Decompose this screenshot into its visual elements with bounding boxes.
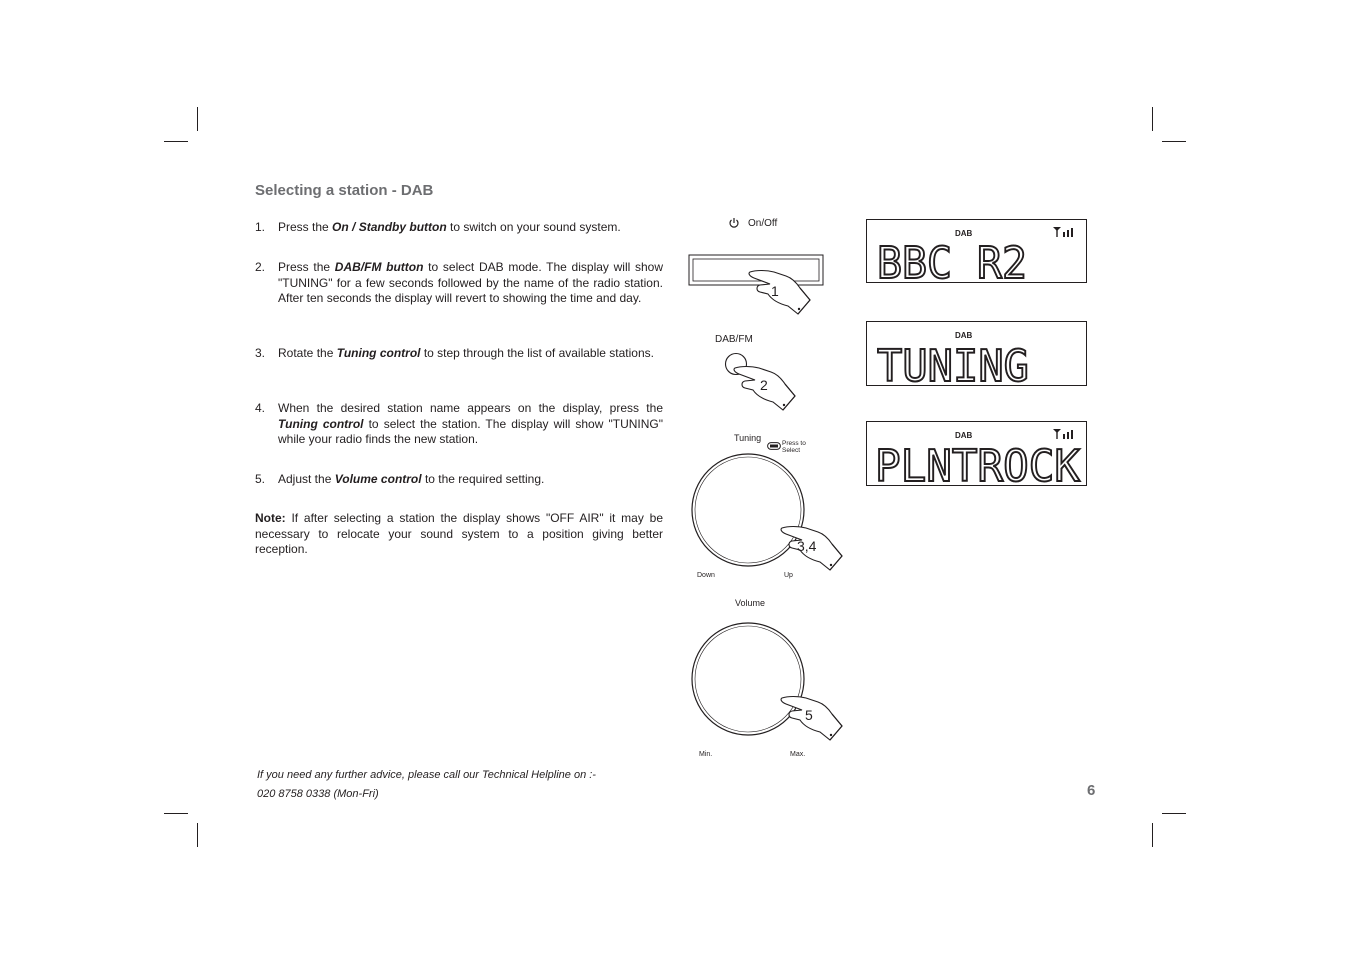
- volume-max-label: Max.: [790, 751, 806, 758]
- step-number: 5.: [255, 472, 266, 486]
- lcd-station-text: BBC R2: [877, 238, 1027, 284]
- step-number: 2.: [255, 260, 266, 274]
- lcd-display: [866, 321, 1087, 386]
- tuning-down-label: Down: [697, 572, 715, 579]
- signal-strength-icon: [1053, 227, 1073, 237]
- dabfm-label: DAB/FM: [715, 334, 753, 345]
- step-callout: 3,4: [797, 538, 817, 554]
- pointing-hand-icon: [748, 264, 814, 318]
- press-select-icon: [767, 442, 781, 450]
- control-name: DAB/FM button: [334, 260, 424, 274]
- step-callout: 2: [760, 377, 768, 393]
- lcd-mode-indicator: DAB: [955, 331, 973, 340]
- lcd-display: [866, 219, 1087, 283]
- section-title: Selecting a station - DAB: [255, 182, 434, 199]
- lcd-station-text: TUNING: [877, 341, 1029, 387]
- pointing-hand-icon: [780, 690, 846, 744]
- step-callout: 1: [771, 283, 779, 299]
- step-item: 5. Adjust the Volume control to the required setting.: [255, 472, 545, 486]
- volume-label: Volume: [735, 598, 766, 608]
- crop-mark: [164, 141, 188, 142]
- note-label: Note:: [255, 511, 286, 525]
- crop-mark: [1152, 107, 1153, 131]
- step-item: 4. When the desired station name appears on the display, press the Tuning control to select the station. The display will show "TUNING" while your radio finds the new station.: [255, 401, 663, 446]
- tuning-label: Tuning: [734, 433, 762, 443]
- page-number: 6: [1087, 782, 1096, 799]
- step-callout: 5: [805, 707, 813, 723]
- crop-mark: [1152, 823, 1153, 847]
- onoff-label: On/Off: [748, 218, 778, 229]
- press-to-select-label: Select: [782, 447, 801, 454]
- note-text: If after selecting a station the display shows "OFF AIR" it may be necessary to relocate your sound system to a position giving better reception.: [255, 511, 663, 556]
- lcd-station-text: PLNTROCK: [875, 441, 1081, 487]
- crop-mark: [197, 107, 198, 131]
- note-paragraph: [255, 511, 663, 558]
- step-item: 3. Rotate the Tuning control to step through the list of available stations.: [255, 346, 654, 360]
- signal-strength-icon: [1053, 429, 1073, 439]
- volume-min-label: Min.: [699, 751, 713, 758]
- crop-mark: [197, 823, 198, 847]
- helpline-text: If you need any further advice, please call our Technical Helpline on :-: [257, 769, 596, 781]
- crop-mark: [164, 813, 188, 814]
- power-icon: [728, 217, 740, 229]
- step-number: 3.: [255, 346, 266, 360]
- control-name: Tuning control: [336, 346, 421, 360]
- lcd-mode-indicator: DAB: [955, 431, 973, 440]
- control-name: On / Standby button: [332, 220, 447, 234]
- lcd-mode-indicator: DAB: [955, 229, 973, 238]
- control-name: Tuning control: [278, 416, 364, 431]
- crop-mark: [1162, 141, 1186, 142]
- step-number: 4.: [255, 401, 266, 415]
- crop-mark: [1162, 813, 1186, 814]
- lcd-display: [866, 421, 1087, 486]
- control-name: Volume control: [334, 472, 422, 486]
- step-number: 1.: [255, 220, 266, 234]
- step-item: 1. Press the On / Standby button to switch on your sound system.: [255, 220, 621, 234]
- tuning-up-label: Up: [784, 572, 793, 579]
- step-item: 2. Press the DAB/FM button to select DAB mode. The display will show "TUNING" for a few seconds followed by the name of the radio station. After ten seconds the display will revert to showing the time and day.: [255, 260, 664, 305]
- helpline-number: 020 8758 0338 (Mon-Fri): [257, 788, 379, 800]
- press-to-select-label: Press to: [782, 440, 806, 447]
